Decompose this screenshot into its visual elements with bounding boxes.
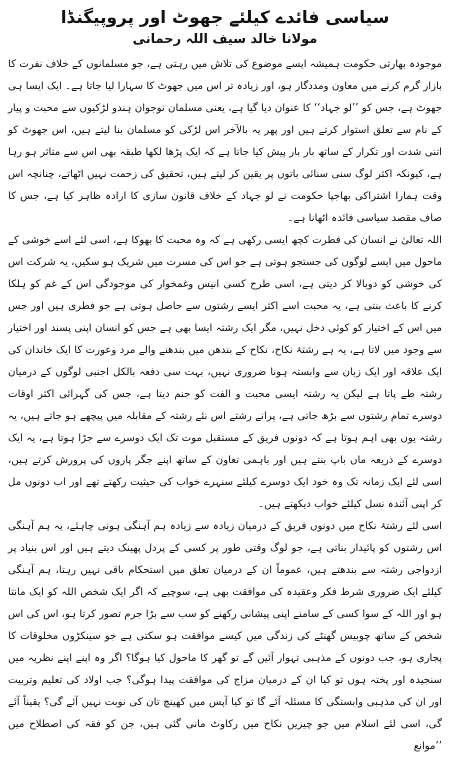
article-author: مولانا خالد سیف اللہ رحمانی: [132, 32, 318, 47]
article-paragraph: اسی لئے رشتۂ نکاح میں دونوں فریق کے درمیان زیادہ سے زیادہ ہم آہنگی ہونی چاہئے، یہ ہم آہنگی اس رشتوں کو پائیدار بناتی ہے، جو لوگ وقتی طور پر کسی کے پردل پھینک دیتے ہیں اور اس بنیاد پر ازدواجی رشتہ سے بندھتے ہیں، عموماً ان کے درمیان تعلق میں استحکام باقی نہیں رہتا، ہم آہنگی کیلئے ایک ضروری شرط فکر وعقیدہ کی موافقت بھی ہے، سوچیے کہ اگر ایک شخص اللہ کو ایک مانتا ہو اور اللہ کے سوا کسی کے سامنے اپنی پیشانی رکھنے کو سب سے بڑا جرم تصور کرتا ہو، اس کی اس شخص کے ساتھ چوبیس گھنٹے کی زندگی میں کیسے موافقت ہو سکتی ہے جو سینکڑوں مخلوقات کا پجاری ہو، جب دونوں کے مذہبی تہوار آئیں گے تو گھر کا ماحول کیا ہوگا؟ اگر وہ اپنے اپنے نظریہ میں سنجیدہ اور پختہ ہوں تو کیا ان کے درمیان مزاج کی موافقت پیدا ہوگی؟ جب اولاد کی تعلیم وتربیت اور ان کی مذہبی وابستگی کا مسئلہ آئے گا تو کیا آپس میں کھینچ تان کی نوبت نہیں آئے گی؟ یقیناً آئے گی، اسی لئے اسلام میں جو چیزیں نکاح میں رکاوٹ مانی گئی ہیں، جن کو فقہ کی اصطلاح میں ’’موانع: [8, 521, 442, 752]
article-title: سیاسی فائدے کیلئے جھوٹ اور پروپیگنڈا: [60, 8, 390, 28]
article-paragraph: اللہ تعالیٰ نے انسان کی فطرت کچھ ایسی رکھی ہے کہ وہ محبت کا بھوکا ہے، اسی لئے اسے خوشی کے ماحول میں ایسے لوگوں کی جستجو ہوتی ہے جو اس کی مسرت میں شریک ہو سکیں، یہ شرکت اس کی خوشی کو دوبالا کر دیتی ہے، اسی طرح کسی انیس وغمخوار کی موجودگی اس کے غم کو ہلکا کرنے کا باعث بنتی ہے، یہ محبت اسے اکثر ایسے رشتوں سے حاصل ہوتی ہے جو فطری ہیں اور جس میں اس کے اختیار کو کوئی دخل نہیں، مگر ایک رشتہ ایسا بھی ہے جس کو انسان اپنی پسند اور اختیار سے وجود میں لاتا ہے، یہ ہے رشتۂ نکاح، نکاح کے بندھن میں بندھنے والے مرد وعورت کا ایک خاندان کی ایک علاقہ اور ایک زبان سے وابستہ ہونا ضروری نہیں، بہت سی دفعہ بالکل اجنبی لوگوں کے درمیان رشتہ طے پاتا ہے لیکن یہ رشتہ ایسی محبت و الفت کو جنم دیتا ہے، جس کی گہرائی اکثر اوقات دوسرے تمام رشتوں سے بڑھ جاتی ہے، پرانے رشتے اس نئے رشتہ کے مقابلہ میں پیچھے ہو جاتے ہیں، یہ رشتہ یوں بھی اہم ہوتا ہے کہ دونوں فریق کے مستقبل موت تک ایک دوسرے سے جڑا ہوتا ہے، یہ ایک دوسرے کے ذریعہ ماں باپ بنتے ہیں اور باہمی تعاون کے ساتھ اپنے جگر پاروں کی پرورش کرتے ہیں، اسی لئے ایک زمانہ تک وہ خود ایک دوسرے کیلئے سنہرے خواب کی حیثیت رکھتے تھے اور اب دونوں مل کر اپنی آئندہ نسل کیلئے خواب دیکھتے ہیں۔: [8, 235, 442, 510]
article-paragraph: موجودہ بھارتی حکومت ہمیشہ ایسے موضوع کی تلاش میں رہتی ہے، جو مسلمانوں کے خلاف نفرت کا بازار گرم کرنے میں معاون ومددگار ہو، اور زیادہ تر اس میں جھوٹ کا سہارا لیا جاتا ہے۔ ایک ایسا ہی جھوٹ ہے، جس کو ’’لو جہاد‘‘ کا عنوان دیا گیا ہے، یعنی مسلمان نوجوان ہندو لڑکیوں سے محبت و پیار کے نام سے تعلق استوار کرتے ہیں اور پھر یہ بالآخر اس لڑکی کو مسلمان بنا لیتے ہیں، اس جھوٹ کو اتنی شدت اور تکرار کے ساتھ بار بار پیش کیا جاتا ہے کہ ایک پڑھا لکھا طبقہ بھی اس سے متاثر ہو رہا ہے، کیونکہ اکثر لوگ سنی سنائی باتوں پر یقین کر لیتے ہیں، تحقیق کی زحمت نہیں اٹھاتے، چنانچہ اس وقت ہمارا اشتراکی بھاجپا حکومت نے لو جہاد کے خلاف قانون سازی کا ارادہ ظاہر کیا ہے، جس کا صاف مقصد سیاسی فائدہ اٹھانا ہے۔: [8, 59, 442, 224]
article-body: [8, 54, 442, 758]
